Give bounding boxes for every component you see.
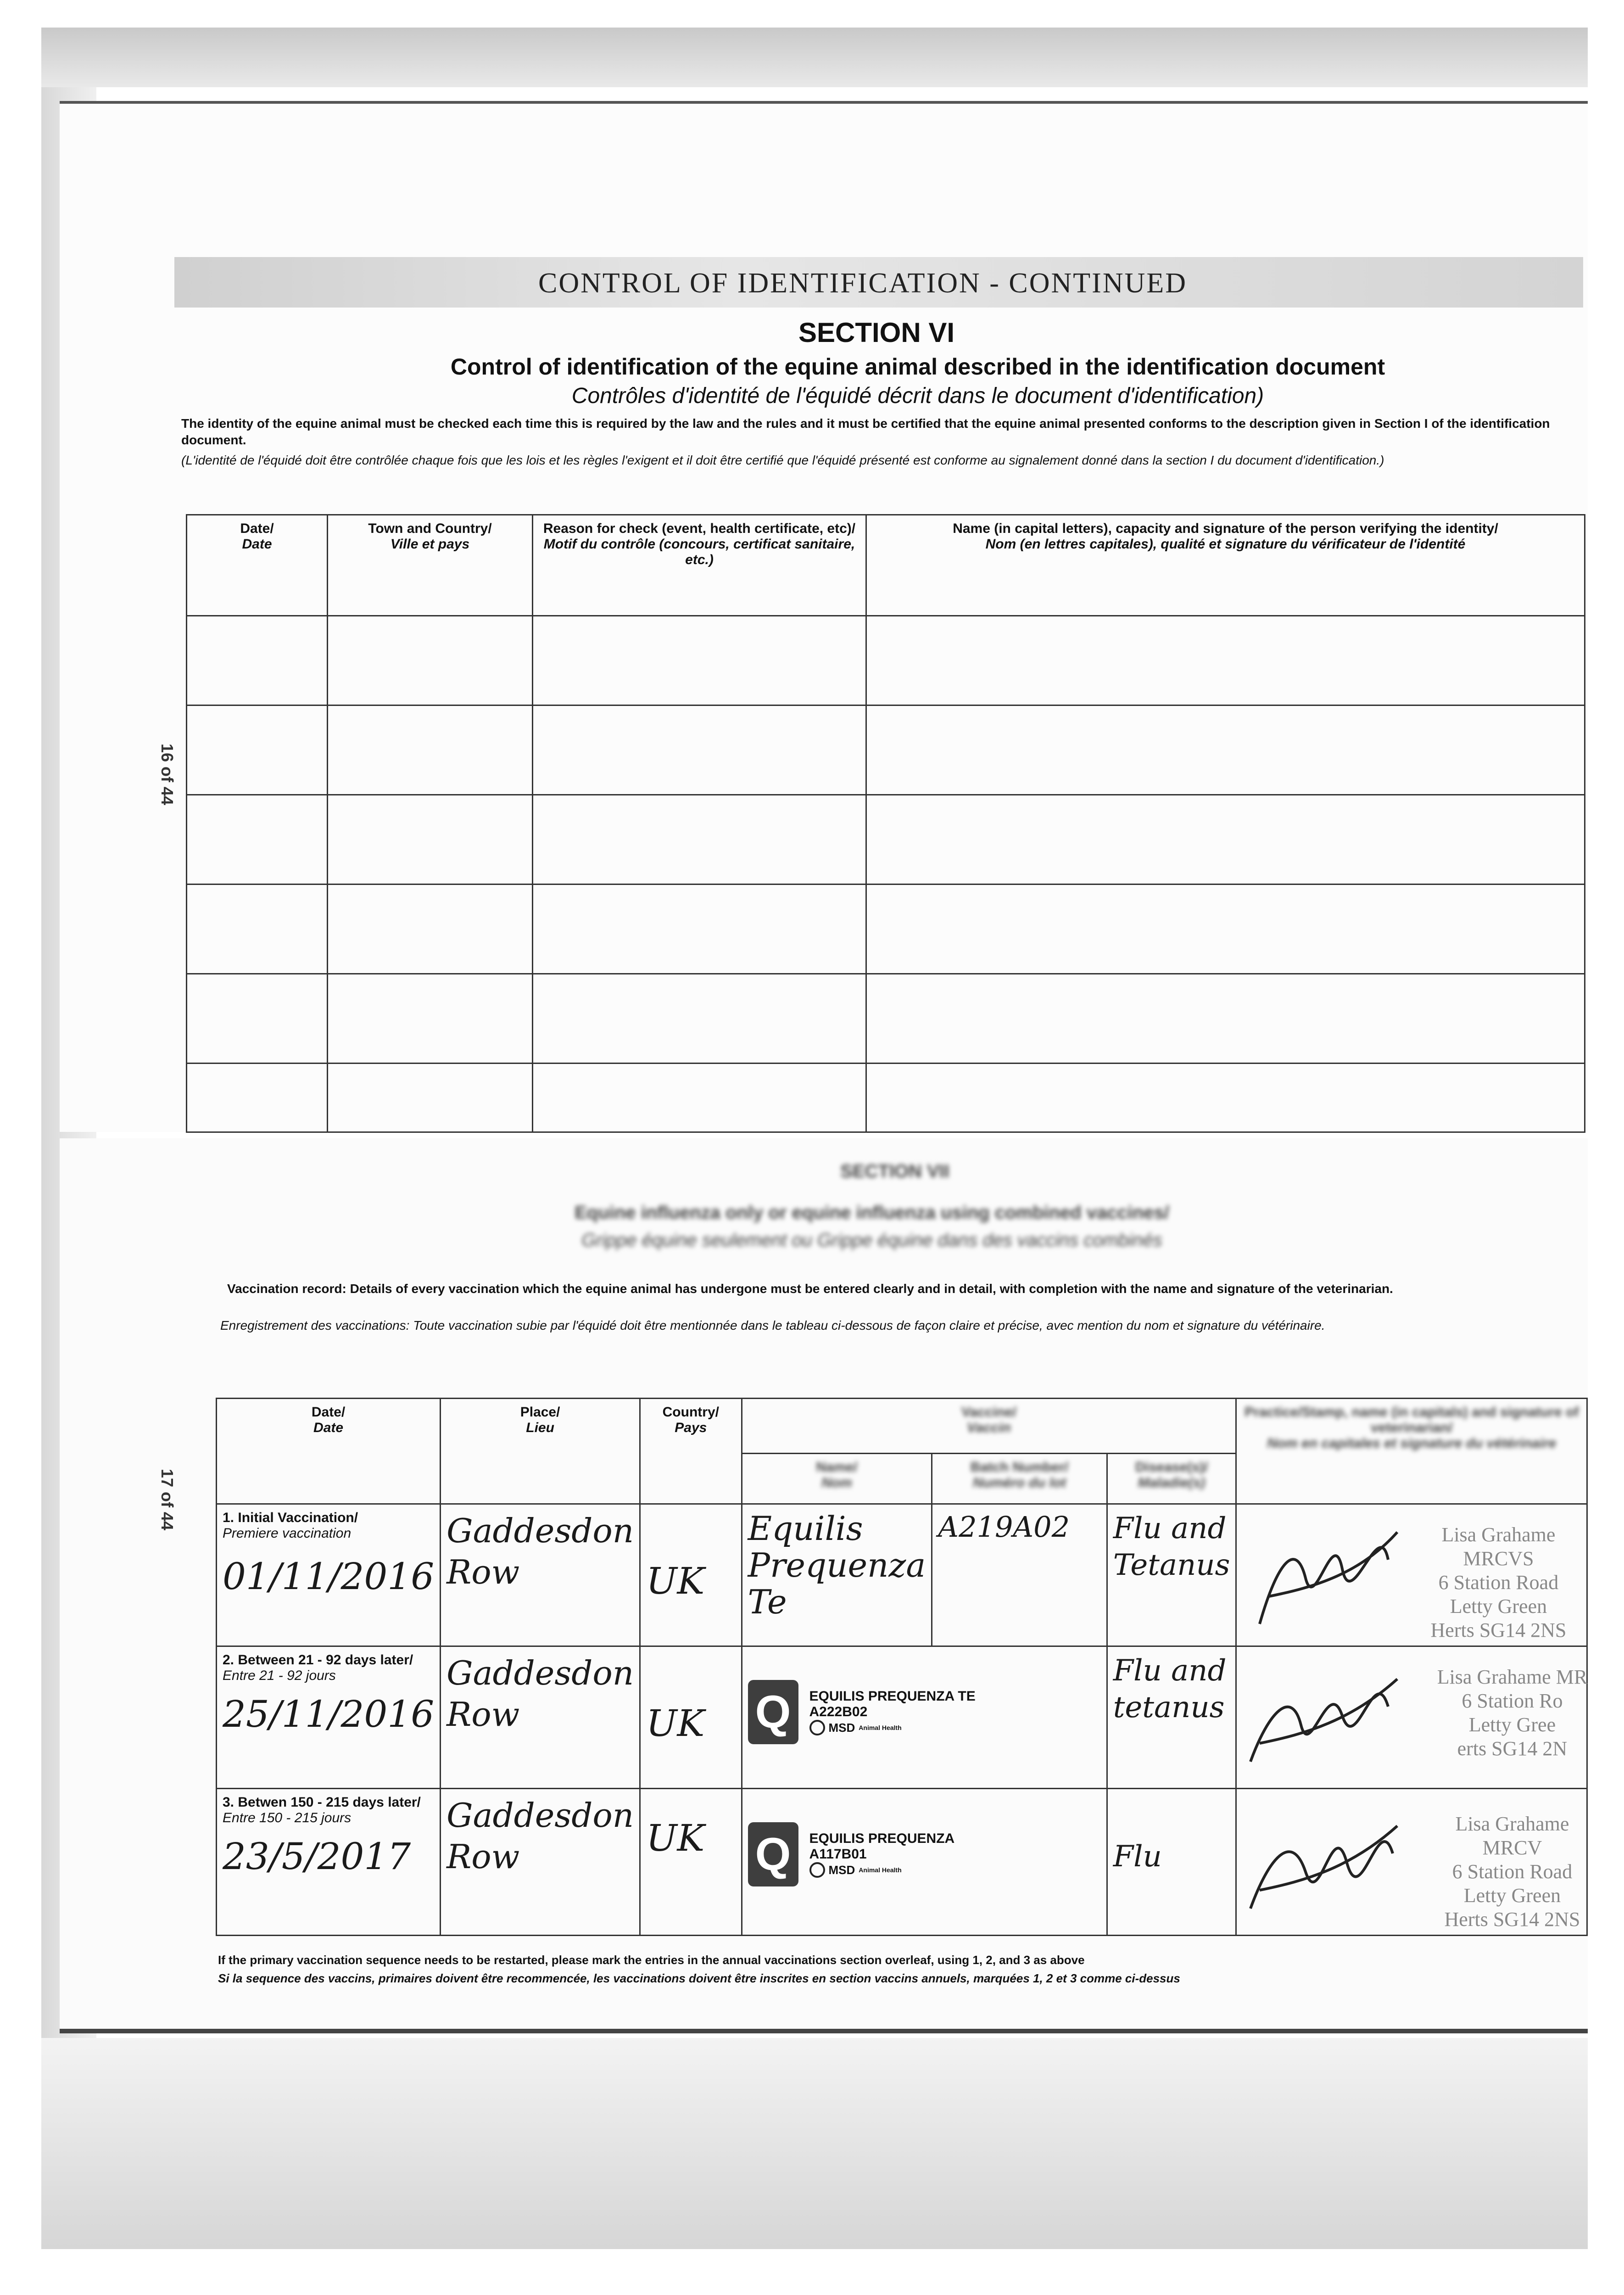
sticker-batch: A117B01 (809, 1847, 867, 1862)
col-reason (533, 515, 866, 616)
scan-binder-bottom (41, 2038, 1588, 2249)
vet-cell[interactable] (1236, 1789, 1587, 1936)
col-verifier-fr: Nom (en lettres capitales), qualité et signature du vérificateur de l'identité (985, 537, 1466, 552)
stage-label-en: 1. Initial Vaccination/ (223, 1510, 358, 1525)
col-vaccine-fr: Vaccin (967, 1420, 1011, 1435)
stamp-line: Lisa Grahame MRCVS (1441, 1523, 1556, 1570)
col-batch-fr: Numéro du lot (972, 1475, 1066, 1490)
vet-stamp-3 (1429, 1812, 1595, 1931)
msd-icon (809, 1862, 825, 1878)
col-vacc-date (217, 1399, 441, 1504)
col-country (640, 1399, 742, 1504)
vaccination-record-fr (220, 1317, 1579, 1334)
vaccination-row-3 (217, 1789, 1587, 1936)
col-country-en: Country/ (662, 1405, 719, 1420)
q-logo-icon: Q (748, 1680, 798, 1744)
place-cell[interactable]: Gaddesdon Row (441, 1789, 640, 1936)
section-6-intro-fr: (L'identité de l'équidé doit être contrôlée chaque fois que les lois et les règles l'exigent et il doit être certifié que l'équidé présenté est conforme au signalement donné dans la section I du document d'identification.) (181, 453, 1384, 467)
cell-town[interactable] (328, 616, 533, 705)
cell-town[interactable] (328, 705, 533, 795)
place-cell[interactable]: Gaddesdon Row (441, 1646, 640, 1789)
col-verifier (866, 515, 1585, 616)
section-6-title-fr: Contrôles d'identité de l'équidé décrit dans le document d'identification) (571, 384, 1264, 408)
col-date (187, 515, 328, 616)
q-logo-icon: Q (748, 1822, 798, 1886)
vaccine-name-cell[interactable]: Equilis Prequenza Te (742, 1504, 932, 1646)
msd-logo (809, 1720, 976, 1735)
cell-reason[interactable] (533, 974, 866, 1064)
vaccination-row-2 (217, 1646, 1587, 1789)
footnote-en: If the primary vaccination sequence needs to be restarted, please mark the entries in the annual vaccinations section overleaf, using 1, 2, and 3 as above (218, 1953, 1085, 1967)
stage-label-fr: Entre 21 - 92 jours (223, 1668, 336, 1683)
table-row (187, 1064, 1585, 1132)
col-batch-en: Batch Number/ (970, 1460, 1069, 1475)
table-row (187, 974, 1585, 1064)
stage-cell (217, 1789, 441, 1936)
vet-cell[interactable] (1236, 1646, 1587, 1789)
disease-cell[interactable]: Flu and tetanus (1107, 1646, 1236, 1789)
place-cell[interactable]: Gaddesdon Row (441, 1504, 640, 1646)
stage-label-fr: Entre 150 - 215 jours (223, 1810, 352, 1825)
cell-verifier[interactable] (866, 616, 1585, 705)
table-row (187, 705, 1585, 795)
cell-reason[interactable] (533, 1064, 866, 1132)
cell-verifier[interactable] (866, 795, 1585, 884)
identity-check-header-row (187, 515, 1585, 616)
stage-label-en: 2. Between 21 - 92 days later/ (223, 1652, 413, 1668)
vet-stamp-1 (1411, 1523, 1585, 1642)
stage-label-en: 3. Betwen 150 - 215 days later/ (223, 1795, 421, 1810)
table-row (187, 795, 1585, 884)
col-town-en: Town and Country/ (368, 521, 492, 536)
vet-stamp-2 (1429, 1665, 1595, 1761)
msd-logo (809, 1862, 955, 1878)
cell-town[interactable] (328, 884, 533, 974)
cell-date[interactable] (187, 795, 328, 884)
section-banner (174, 257, 1583, 308)
cell-town[interactable] (328, 795, 533, 884)
vaccine-sticker (748, 1822, 1101, 1886)
stage-cell (217, 1504, 441, 1646)
cell-verifier[interactable] (866, 884, 1585, 974)
cell-reason[interactable] (533, 795, 866, 884)
col-town-country (328, 515, 533, 616)
col-reason-fr: Motif du contrôle (concours, certificat sanitaire, etc.) (543, 537, 855, 567)
col-disease (1107, 1454, 1236, 1504)
stamp-line: Herts SG14 2NS (1430, 1619, 1567, 1641)
vaccination-table (216, 1398, 1588, 1936)
cell-verifier[interactable] (866, 705, 1585, 795)
cell-reason[interactable] (533, 884, 866, 974)
section-6-title-en: Control of identification of the equine animal described in the identification document (450, 354, 1385, 380)
cell-date[interactable] (187, 616, 328, 705)
section-6-label: SECTION VI (798, 317, 955, 348)
col-vet-en: Practice/Stamp, name (in capitals) and signature of veterinarian/ (1244, 1405, 1579, 1435)
vet-signature-1 (1241, 1505, 1416, 1642)
table-row (187, 884, 1585, 974)
stage-cell (217, 1646, 441, 1789)
col-vaccine-name (742, 1454, 932, 1504)
cell-date[interactable] (187, 705, 328, 795)
cell-date[interactable] (187, 974, 328, 1064)
section-7-title-fr: Grippe équine seulement ou Grippe équine dans des vaccins combinés (581, 1230, 1162, 1250)
cell-reason[interactable] (533, 616, 866, 705)
stamp-line: 6 Station Ro (1462, 1690, 1563, 1712)
cell-date[interactable] (187, 1064, 328, 1132)
disease-cell[interactable]: Flu (1107, 1789, 1236, 1936)
sticker-batch: A222B02 (809, 1704, 868, 1719)
section-7-label: SECTION VII (840, 1161, 949, 1181)
col-verifier-en: Name (in capital letters), capacity and signature of the person verifying the identity/ (953, 521, 1498, 536)
col-reason-en: Reason for check (event, health certificate, etc)/ (543, 521, 856, 536)
vaccination-header-row (217, 1399, 1587, 1454)
country-cell[interactable]: UK (640, 1504, 742, 1646)
vet-cell[interactable] (1236, 1504, 1587, 1646)
stamp-line: Lisa Grahame MRCV (1455, 1813, 1569, 1859)
col-place (441, 1399, 640, 1504)
cell-date[interactable] (187, 884, 328, 974)
stamp-line: Letty Green (1450, 1595, 1547, 1618)
stamp-line: Herts SG14 2NS (1444, 1908, 1580, 1931)
col-name-fr: Nom (821, 1475, 852, 1490)
section-6-intro-en: The identity of the equine animal must be checked each time this is required by the law and the rules and it must be certified that the equine animal presented conforms to the description given in Section I of the identification document. (181, 416, 1550, 447)
col-batch (932, 1454, 1107, 1504)
page-number-lower: 17 of 44 (158, 1469, 177, 1531)
col-vaccine (742, 1399, 1236, 1454)
msd-icon (809, 1720, 825, 1735)
stamp-line: 6 Station Road (1438, 1571, 1559, 1594)
footnote-fr: Si la sequence des vaccins, primaires doivent être recommencée, les vaccinations doivent être inscrites en section vaccins annuels, marquées 1, 2 et 3 comme ci-dessus (218, 1971, 1180, 1985)
col-vacc-date-en: Date/ (311, 1405, 346, 1420)
cell-verifier[interactable] (866, 1064, 1585, 1132)
scan-binder-top (41, 28, 1588, 87)
sticker-brand: MSD (828, 1720, 855, 1735)
country-cell[interactable]: UK (640, 1646, 742, 1789)
page-number-upper: 16 of 44 (158, 744, 177, 806)
disease-cell[interactable]: Flu and Tetanus (1107, 1504, 1236, 1646)
stamp-line: Letty Green (1463, 1884, 1561, 1907)
sticker-product: EQUILIS PREQUENZA (809, 1831, 955, 1846)
vaccination-record-en (227, 1281, 1581, 1297)
vaccination-record-fr-text: Enregistrement des vaccinations: Toute vaccination subie par l'équidé doit être mentionnée dans le tableau ci-dessous de façon claire et précise, avec mention du nom et signature du vétérinaire. (220, 1318, 1325, 1332)
col-vet-fr: Nom en capitales et signature du vétérinaire (1267, 1436, 1557, 1451)
cell-town[interactable] (328, 974, 533, 1064)
col-date-en: Date/ (240, 521, 274, 536)
identity-check-table (186, 514, 1585, 1133)
vaccination-row-1 (217, 1504, 1587, 1646)
sticker-brand-sub: Animal Health (859, 1724, 902, 1731)
sticker-brand-sub: Animal Health (859, 1866, 902, 1874)
col-town-fr: Ville et pays (390, 537, 470, 552)
col-veterinarian (1236, 1399, 1587, 1504)
sticker-product: EQUILIS PREQUENZA TE (809, 1689, 976, 1704)
vaccine-label-cell[interactable] (742, 1646, 1107, 1789)
stamp-line: erts SG14 2N (1457, 1737, 1568, 1760)
col-place-en: Place/ (520, 1405, 560, 1420)
banner-title: CONTROL OF IDENTIFICATION - CONTINUED (538, 268, 1188, 299)
batch-cell[interactable]: A219A02 (932, 1504, 1107, 1646)
vaccine-label-cell[interactable] (742, 1789, 1107, 1936)
table-row (187, 616, 1585, 705)
cell-reason[interactable] (533, 705, 866, 795)
vaccination-date[interactable]: 01/11/2016 (223, 1555, 435, 1598)
col-vacc-date-fr: Date (313, 1420, 344, 1435)
col-place-fr: Lieu (526, 1420, 554, 1435)
vet-signature-3 (1237, 1789, 1411, 1927)
stage-label-fr: Premiere vaccination (223, 1526, 352, 1541)
vaccination-record-en-text: Vaccination record: Details of every vaccination which the equine animal has undergone must be entered clearly and in detail, with completion with the name and signature of the veterinarian. (227, 1282, 1393, 1296)
cell-town[interactable] (328, 1064, 533, 1132)
cell-verifier[interactable] (866, 974, 1585, 1064)
col-disease-en: Disease(s)/ (1135, 1460, 1208, 1475)
vet-signature-2 (1237, 1647, 1411, 1785)
col-name-en: Name/ (816, 1460, 858, 1475)
col-country-fr: Pays (675, 1420, 707, 1435)
section-7-title-en: Equine influenza only or equine influenza using combined vaccines/ (575, 1203, 1169, 1223)
vaccination-date[interactable]: 25/11/2016 (223, 1693, 435, 1735)
col-date-fr: Date (242, 537, 272, 552)
stamp-line: 6 Station Road (1452, 1860, 1573, 1883)
sticker-brand: MSD (828, 1863, 855, 1877)
stamp-line: Lisa Grahame MR (1437, 1666, 1588, 1688)
vaccine-sticker (748, 1680, 1101, 1744)
stamp-line: Letty Gree (1468, 1713, 1556, 1736)
col-vaccine-en: Vaccine/ (961, 1405, 1017, 1420)
vaccination-date[interactable]: 23/5/2017 (223, 1835, 411, 1878)
col-disease-fr: Maladie(s) (1138, 1475, 1205, 1490)
country-cell[interactable]: UK (640, 1789, 742, 1936)
